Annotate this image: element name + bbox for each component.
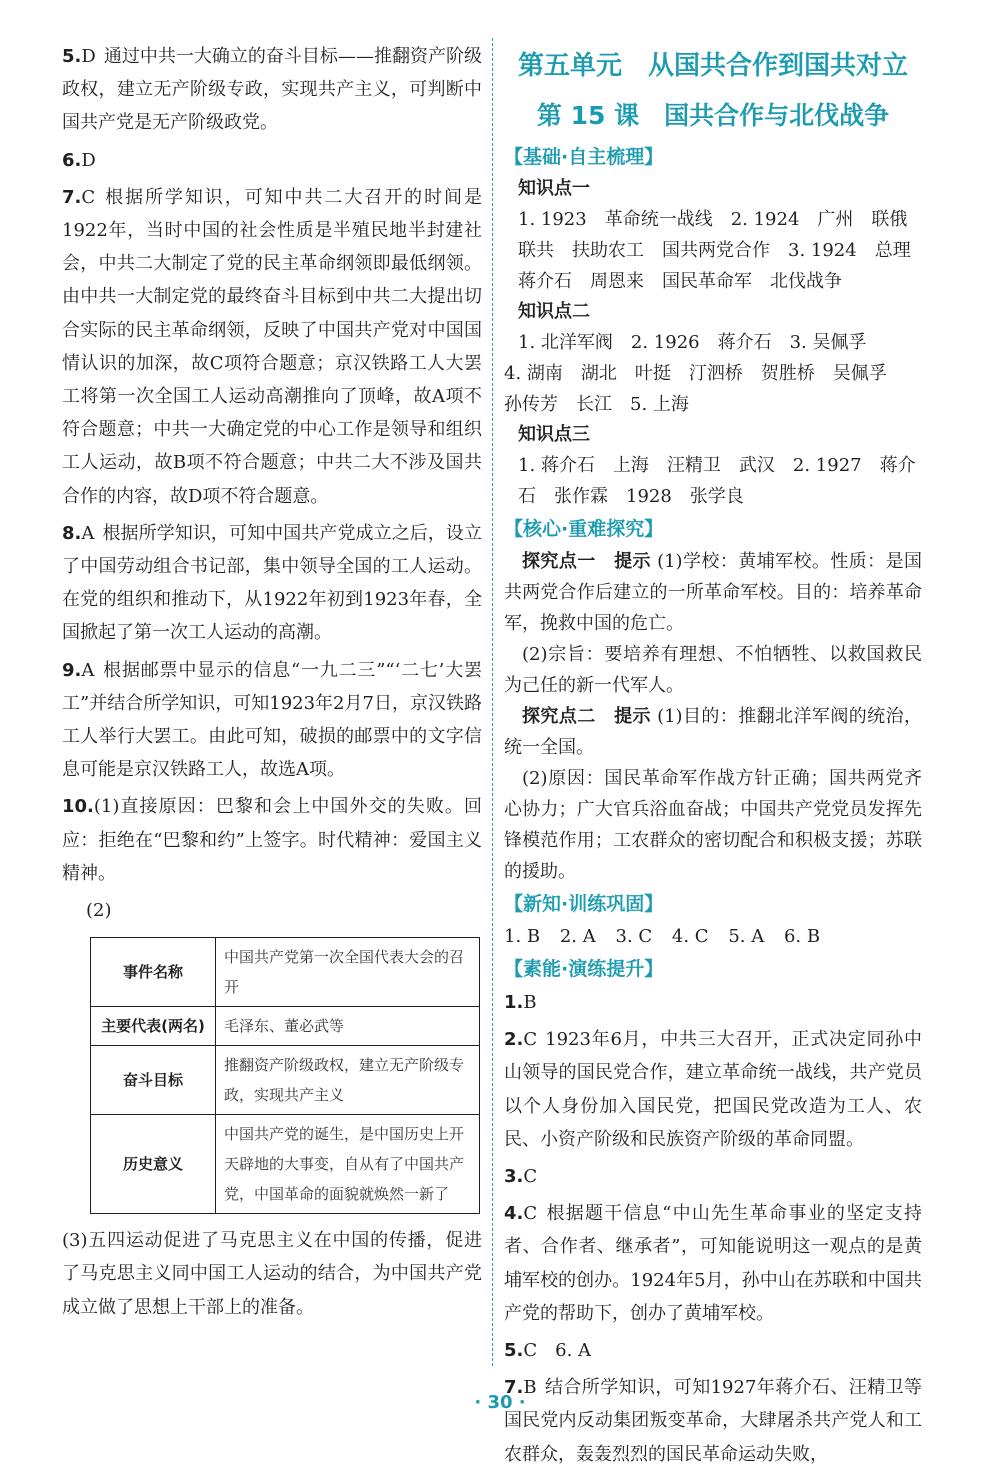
mc-answer: 2. A <box>559 926 596 947</box>
right-column <box>504 40 929 1475</box>
table-value-cell: 中国共产党第一次全国代表大会的召开 <box>216 938 480 1007</box>
lesson-title: 第 15 课 国共合作与北伐战争 <box>536 101 890 130</box>
explore-point-2 <box>504 701 922 763</box>
table-header-cell: 事件名称 <box>91 938 216 1007</box>
q10-part2-label: (2) <box>86 900 112 922</box>
table-row <box>91 1007 480 1046</box>
table-header-cell: 奋斗目标 <box>91 1046 216 1115</box>
explore-point-2-text: (1)目的：推翻北洋军阀的统治，统一全国。 <box>504 706 922 758</box>
table-header-cell: 历史意义 <box>91 1115 216 1214</box>
table-value-cell: 中国共产党的诞生，是中国历史上开天辟地的大事变，自从有了中国共产党，中国革命的面貌就焕然一新了 <box>216 1115 480 1214</box>
answer-item-5: 5.D 通过中共一大确立的奋斗目标——推翻资产阶级政权，建立无产阶级专政，实现共产主义，可判断中国共产党是无产阶级政党。 <box>62 46 482 134</box>
multiple-choice-answers <box>504 921 922 952</box>
knowledge-point-2-title: 知识点二 <box>518 301 590 322</box>
table-row <box>91 1115 480 1214</box>
section-heading-training: 【新知·训练巩固】 <box>504 893 664 915</box>
practice-item-4: 4.C 根据题干信息“中山先生革命事业的坚定支持者、合作者、继承者”，可知能说明这一观点的是黄埔军校的创办。1924年5月，孙中山在苏联和中国共产党的帮助下，创办了黄埔军校。 <box>504 1203 922 1324</box>
table-header-cell: 主要代表(两名) <box>91 1007 216 1046</box>
mc-answer: 1. B <box>504 926 541 947</box>
mc-answer: 5. A <box>728 926 765 947</box>
knowledge-point-1-body: 1. 1923 革命统一战线 2. 1924 广州 联俄 联共 扶助农工 国共两党合作 3. 1924 总理 蒋介石 周恩来 国民革命军 北伐战争 <box>518 209 929 292</box>
answer-item-10: 10.(1)直接原因：巴黎和会上中国外交的失败。回应：拒绝在“巴黎和约”上签字。时代精神：爱国主义精神。 <box>62 796 482 884</box>
unit-title: 第五单元 从国共合作到国共对立 <box>517 51 908 81</box>
section-heading-core: 【核心·重难探究】 <box>504 518 664 540</box>
explore-point-1-label: 探究点一 提示 <box>522 551 651 572</box>
column-divider <box>492 38 493 1366</box>
practice-item-3: 3.C <box>504 1166 538 1188</box>
explore-point-2-label: 探究点二 提示 <box>522 706 651 727</box>
left-column <box>62 40 482 1324</box>
knowledge-point-3-body: 1. 蒋介石 上海 汪精卫 武汉 2. 1927 蒋介石 张作霖 1928 张学良 <box>518 455 916 507</box>
knowledge-point-3-title: 知识点三 <box>518 424 590 445</box>
answer-item-6: 6.D <box>62 149 96 171</box>
practice-item-5: 5.C 6. A <box>504 1340 592 1362</box>
q10-part3: (3)五四运动促进了马克思主义在中国的传播，促进了马克思主义同中国工人运动的结合，为中国共产党成立做了思想上干部上的准备。 <box>62 1230 482 1318</box>
practice-item-2: 2.C 1923年6月，中共三大召开，正式决定同孙中山领导的国民党合作，建立革命统一战线，共产党员以个人身份加入国民党，把国民党改造为工人、农民、小资产阶级和民族资产阶级的革命同盟。 <box>504 1029 922 1150</box>
explore-point-2-part2: (2)原因：国民革命军作战方针正确；国共两党齐心协力；广大官兵浴血奋战；中国共产党党员发挥先锋模范作用；工农群众的密切配合和积极支援；苏联的援助。 <box>504 768 922 882</box>
answer-item-9: 9.A 根据邮票中显示的信息“一九二三”“‘二七’大罢工”并结合所学知识，可知1923年2月7日，京汉铁路工人举行大罢工。由此可知，破损的邮票中的文字信息可能是京汉铁路工人，故选A项。 <box>62 659 482 781</box>
page-number: · 30 · <box>474 1392 526 1413</box>
mc-answer: 6. B <box>783 926 821 947</box>
table-value-cell: 毛泽东、董必武等 <box>216 1007 480 1046</box>
explore-point-1-part2: (2)宗旨：要培养有理想、不怕牺牲、以救国救民为己任的新一代军人。 <box>504 644 922 696</box>
section-heading-basics: 【基础·自主梳理】 <box>504 146 664 168</box>
mc-answer: 3. C <box>615 926 653 947</box>
explore-point-1 <box>504 546 922 639</box>
knowledge-point-2-body: 1. 北洋军阀 2. 1926 蒋介石 3. 吴佩孚 <box>518 332 867 353</box>
table-value-cell: 推翻资产阶级政权，建立无产阶级专政，实现共产主义 <box>216 1046 480 1115</box>
mc-answer: 4. C <box>671 926 709 947</box>
table-row <box>91 1046 480 1115</box>
answer-item-7: 7.C 根据所学知识，可知中共二大召开的时间是1922年，当时中国的社会性质是半殖民地半封建社会，中共二大制定了党的民主革命纲领即最低纲领。由中共一大制定党的最终奋斗目标到中共二大提出切合实际的民主革命纲领，反映了中国共产党对中国国情认识的加深，故C项符合题意；京汉铁路工人大罢工将第一次全国工人运动高潮推向了顶峰，故A项不符合题意；中共一大确定党的中心工作是领导和组织工人运动，故B项不符合题意；中共二大不涉及国共合作的内容，故D项不符合题意。 <box>62 186 482 507</box>
answer-item-8: 8.A 根据所学知识，可知中国共产党成立之后，设立了中国劳动组合书记部，集中领导全国的工人运动。在党的组织和推动下，从1922年初到1923年春，全国掀起了第一次工人运动的高潮。 <box>62 522 482 644</box>
knowledge-point-1-title: 知识点一 <box>518 178 590 199</box>
practice-item-1: 1.B <box>504 992 537 1013</box>
practice-item-7: 7.B 结合所学知识，可知1927年蒋介石、汪精卫等国民党内反动集团叛变革命，大肆屠杀共产党人和工农群众，轰轰烈烈的国民革命运动失败， <box>504 1377 922 1465</box>
knowledge-point-2-body-cont: 4. 湖南 湖北 叶挺 汀泗桥 贺胜桥 吴佩孚 孙传芳 长江 5. 上海 <box>504 363 905 415</box>
section-heading-practice: 【素能·演练提升】 <box>504 958 664 980</box>
table-row <box>91 938 480 1007</box>
event-table <box>90 937 480 1214</box>
explore-point-1-text: (1)学校：黄埔军校。性质：是国共两党合作后建立的一所革命军校。目的：培养革命军，挽救中国的危亡。 <box>504 551 922 634</box>
